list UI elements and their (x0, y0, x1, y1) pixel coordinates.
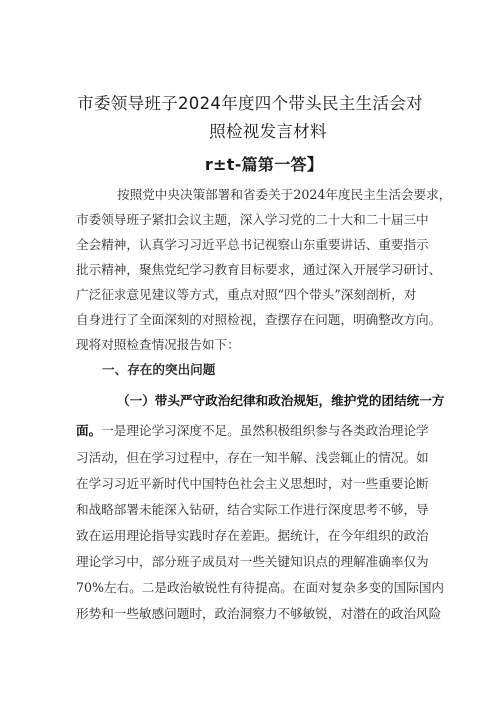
paragraph-line: 70%左右。二是政治敏锐性有待提高。在面对复杂多变的国际国内 (76, 580, 445, 595)
paragraph-line (76, 423, 429, 439)
paragraph-line: 理论学习中，部分班子成员对一些关键知识点的理解准确率仅为 (76, 554, 429, 569)
intro-line: 自身进行了全面深刻的对照检视，查摆存在问题，明确整改方向。 (76, 312, 442, 327)
paragraph-line: 和战略部署未能深入钻研，结合实际工作进行深度思考不够，导 (76, 502, 429, 517)
section-heading: 一、存在的突出问题 (102, 362, 216, 377)
intro-line: 全会精神，认真学习习近平总书记视察山东重要讲话、重要指示 (76, 237, 429, 252)
document-subtitle: r±t-篇第一答】 (204, 155, 324, 174)
paragraph-line: 形势和一些敏感问题时，政治洞察力不够敏锐，对潜在的政治风险 (76, 606, 442, 621)
paragraph-line: 习活动，但在学习过程中，存在一知半解、浅尝辄止的情况。如 (76, 450, 429, 465)
intro-line: 市委领导班子紧扣会议主题，深入学习党的二十大和二十届三中 (76, 212, 429, 227)
document-title-line-2: 照检视发言材料 (209, 122, 327, 141)
intro-line: 现将对照检查情况报告如下： (76, 337, 240, 352)
intro-line: 按照党中央决策部署和省委关于2024年度民主生活会要求， (117, 187, 452, 202)
subsection-heading-end: 面。 (76, 423, 102, 438)
subsection-heading: （一）带头严守政治纪律和政治规矩，维护党的团结统一方 (117, 393, 445, 408)
paragraph-line: 在学习习近平新时代中国特色社会主义思想时，对一些重要论断 (76, 476, 429, 491)
paragraph-text: 一是理论学习深度不足。虽然积极组织参与各类政治理论学 (101, 423, 429, 438)
paragraph-line: 致在运用理论指导实践时存在差距。据统计，在今年组织的政治 (76, 528, 429, 543)
intro-line: 批示精神，聚焦党纪学习教育目标要求，通过深入开展学习研讨、 (76, 262, 442, 277)
document-title-line-1: 市委领导班子2024年度四个带头民主生活会对 (77, 94, 423, 113)
intro-line: 广泛征求意见建议等方式，重点对照“四个带头”深刻剖析，对 (76, 287, 417, 302)
